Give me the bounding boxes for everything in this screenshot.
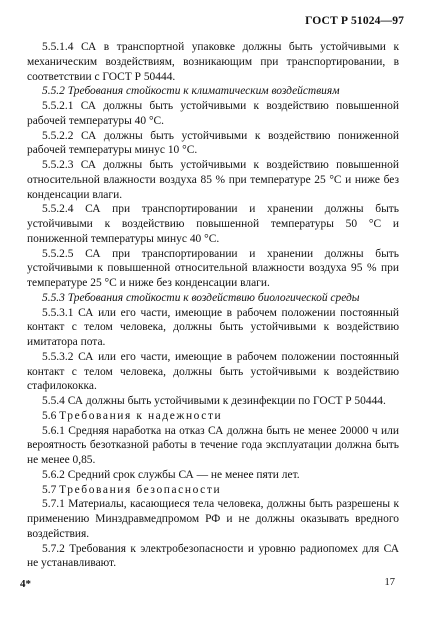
paragraph-5-5-2-5: 5.5.2.5 СА при транспортировании и хранении должны быть устойчивыми к повышенной относительной влажности воздуха 95 % при температуре 25 °С и ниже без конденсации влаги. <box>27 247 399 289</box>
paragraph-5-7-2: 5.7.2 Требования к электробезопасности и уровню радиопомех для СА не устанавливают. <box>27 542 399 570</box>
paragraph-5-7-1: 5.7.1 Материалы, касающиеся тела человека, должны быть разрешены к применению Минздравмедпромом РФ и не должны оказывать вредного воздействия. <box>27 498 399 540</box>
paragraph-5-6-1: 5.6.1 Средняя наработка на отказ СА должна быть не менее 20000 ч или вероятность безотказной работы в течение года эксплуатации должна быть не менее 0,85. <box>27 424 399 466</box>
paragraph-5-5-2-4: 5.5.2.4 СА при транспортировании и хранении должны быть устойчивыми к воздействию повышенной температуры 50 °С и пониженной температуры минус 40 °С. <box>27 203 399 245</box>
section-heading-5-6 <box>27 409 399 424</box>
document-id-header: ГОСТ Р 51024—97 <box>305 14 404 27</box>
section-number: 5.7 <box>42 483 57 496</box>
paragraph-5-5-2-2: 5.5.2.2 СА должны быть устойчивыми к воздействию пониженной рабочей температуры минус 10 °С. <box>27 129 399 157</box>
document-body <box>27 40 399 571</box>
paragraph-5-5-4: 5.5.4 СА должны быть устойчивыми к дезинфекции по ГОСТ Р 50444. <box>42 395 386 407</box>
subheading-5-5-2: 5.5.2 Требования стойкости к климатическим воздействиям <box>42 85 340 98</box>
section-heading-5-7 <box>27 483 399 498</box>
section-title: Требования безопасности <box>59 483 222 496</box>
paragraph-5-5-2-3: 5.5.2.3 СА должны быть устойчивыми к воздействию повышенной относительной влажности воздуха 85 % при температуре 25 °С и ниже без конденсации влаги. <box>27 159 399 201</box>
signature-mark: 4* <box>20 578 31 590</box>
section-title: Требования к надежности <box>59 409 223 422</box>
paragraph-5-6-2: 5.6.2 Средний срок службы СА — не менее пяти лет. <box>42 468 300 481</box>
paragraph-5-5-3-2: 5.5.3.2 СА или его части, имеющие в рабочем положении постоянный контакт с телом человека, должны быть устойчивыми к воздействию стафилококка. <box>27 350 399 393</box>
page-number: 17 <box>384 577 395 588</box>
paragraph-5-5-3-1: 5.5.3.1 СА или его части, имеющие в рабочем положении постоянный контакт с телом человека, должны быть устойчивыми к воздействию имитатора пота. <box>27 306 399 348</box>
subheading-5-5-3: 5.5.3 Требования стойкости к воздействию биологической среды <box>42 291 360 304</box>
paragraph-5-5-2-1: 5.5.2.1 СА должны быть устойчивыми к воздействию повышенной рабочей температуры 40 °С. <box>27 100 399 127</box>
paragraph-5-5-1-4: 5.5.1.4 СА в транспортной упаковке должны быть устойчивыми к механическим воздействиям, возникающим при транспортировании, в соответствии с ГОСТ Р 50444. <box>27 41 399 83</box>
section-number: 5.6 <box>42 409 57 422</box>
